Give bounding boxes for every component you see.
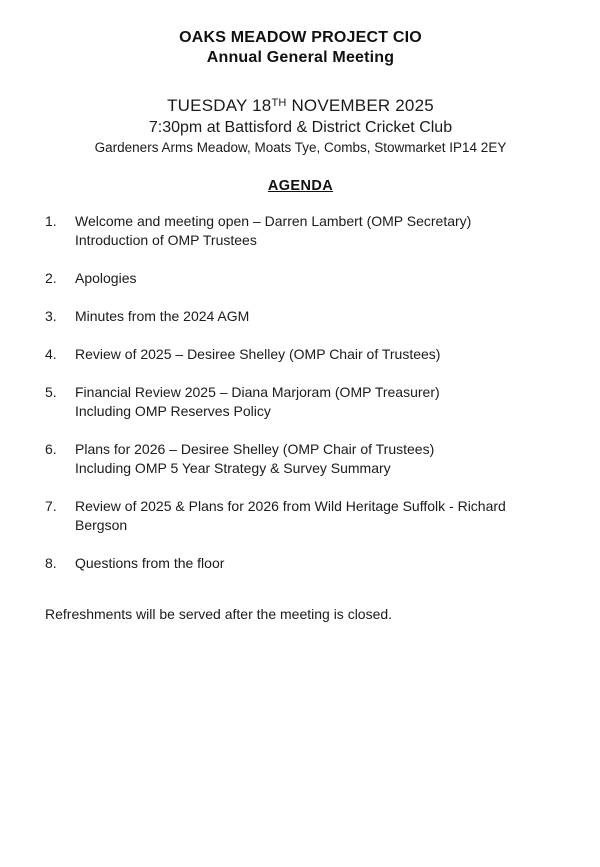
- agenda-item-line: Introduction of OMP Trustees: [75, 232, 257, 248]
- agenda-item-line: Including OMP 5 Year Strategy & Survey Summary: [75, 460, 391, 476]
- agenda-item-text: [75, 497, 556, 535]
- venue-address: Gardeners Arms Meadow, Moats Tye, Combs, Stowmarket IP14 2EY: [94, 140, 507, 155]
- agenda-heading: AGENDA: [267, 178, 334, 194]
- agenda-item-number: 8.: [45, 555, 57, 571]
- agenda-item-text: [75, 307, 556, 326]
- agenda-item-5: [45, 383, 556, 421]
- agenda-item-line: Review of 2025 & Plans for 2026 from Wild Heritage Suffolk - Richard: [75, 498, 506, 514]
- date-prefix: TUESDAY 18: [167, 96, 272, 115]
- agenda-item-line: Bergson: [75, 517, 128, 533]
- agenda-item-7: [45, 497, 556, 535]
- agenda-item-number: 4.: [45, 346, 57, 362]
- agenda-item-line: Plans for 2026 – Desiree Shelley (OMP Chair of Trustees): [75, 441, 435, 457]
- agenda-item-text: [75, 440, 556, 478]
- agenda-item-text: [75, 383, 556, 421]
- agenda-item-number: 2.: [45, 270, 57, 286]
- agenda-item-4: [45, 345, 556, 364]
- agenda-item-line: Welcome and meeting open – Darren Lambert (OMP Secretary): [75, 213, 472, 229]
- agenda-list: [45, 212, 556, 573]
- agenda-item-line: Review of 2025 – Desiree Shelley (OMP Chair of Trustees): [75, 346, 441, 362]
- agenda-item-6: [45, 440, 556, 478]
- agenda-item-line: Minutes from the 2024 AGM: [75, 308, 250, 324]
- agenda-item-number: 3.: [45, 308, 57, 324]
- time-and-venue: 7:30pm at Battisford & District Cricket Club: [148, 119, 453, 136]
- agenda-item-text: [75, 554, 556, 573]
- document-header: [45, 28, 556, 196]
- agenda-item-line: Including OMP Reserves Policy: [75, 403, 271, 419]
- agenda-item-line: Apologies: [75, 270, 137, 286]
- agenda-item-number: 5.: [45, 384, 57, 400]
- agenda-item-line: Financial Review 2025 – Diana Marjoram (OMP Treasurer): [75, 384, 440, 400]
- meeting-title: Annual General Meeting: [206, 49, 395, 66]
- agenda-item-line: Questions from the floor: [75, 555, 225, 571]
- agenda-item-1: [45, 212, 556, 250]
- agenda-item-number: 7.: [45, 498, 57, 514]
- agenda-item-2: [45, 269, 556, 288]
- date-ordinal: TH: [271, 97, 287, 109]
- meeting-date: [45, 95, 556, 117]
- agenda-item-text: [75, 269, 556, 288]
- agenda-item-3: [45, 307, 556, 326]
- agenda-item-number: 6.: [45, 441, 57, 457]
- agenda-item-text: [75, 212, 556, 250]
- agenda-item-number: 1.: [45, 213, 57, 229]
- refreshments-note: Refreshments will be served after the meeting is closed.: [45, 606, 393, 622]
- date-suffix: NOVEMBER 2025: [286, 96, 434, 115]
- agenda-item-text: [75, 345, 556, 364]
- agenda-item-8: [45, 554, 556, 573]
- organization-name: OAKS MEADOW PROJECT CIO: [179, 29, 422, 46]
